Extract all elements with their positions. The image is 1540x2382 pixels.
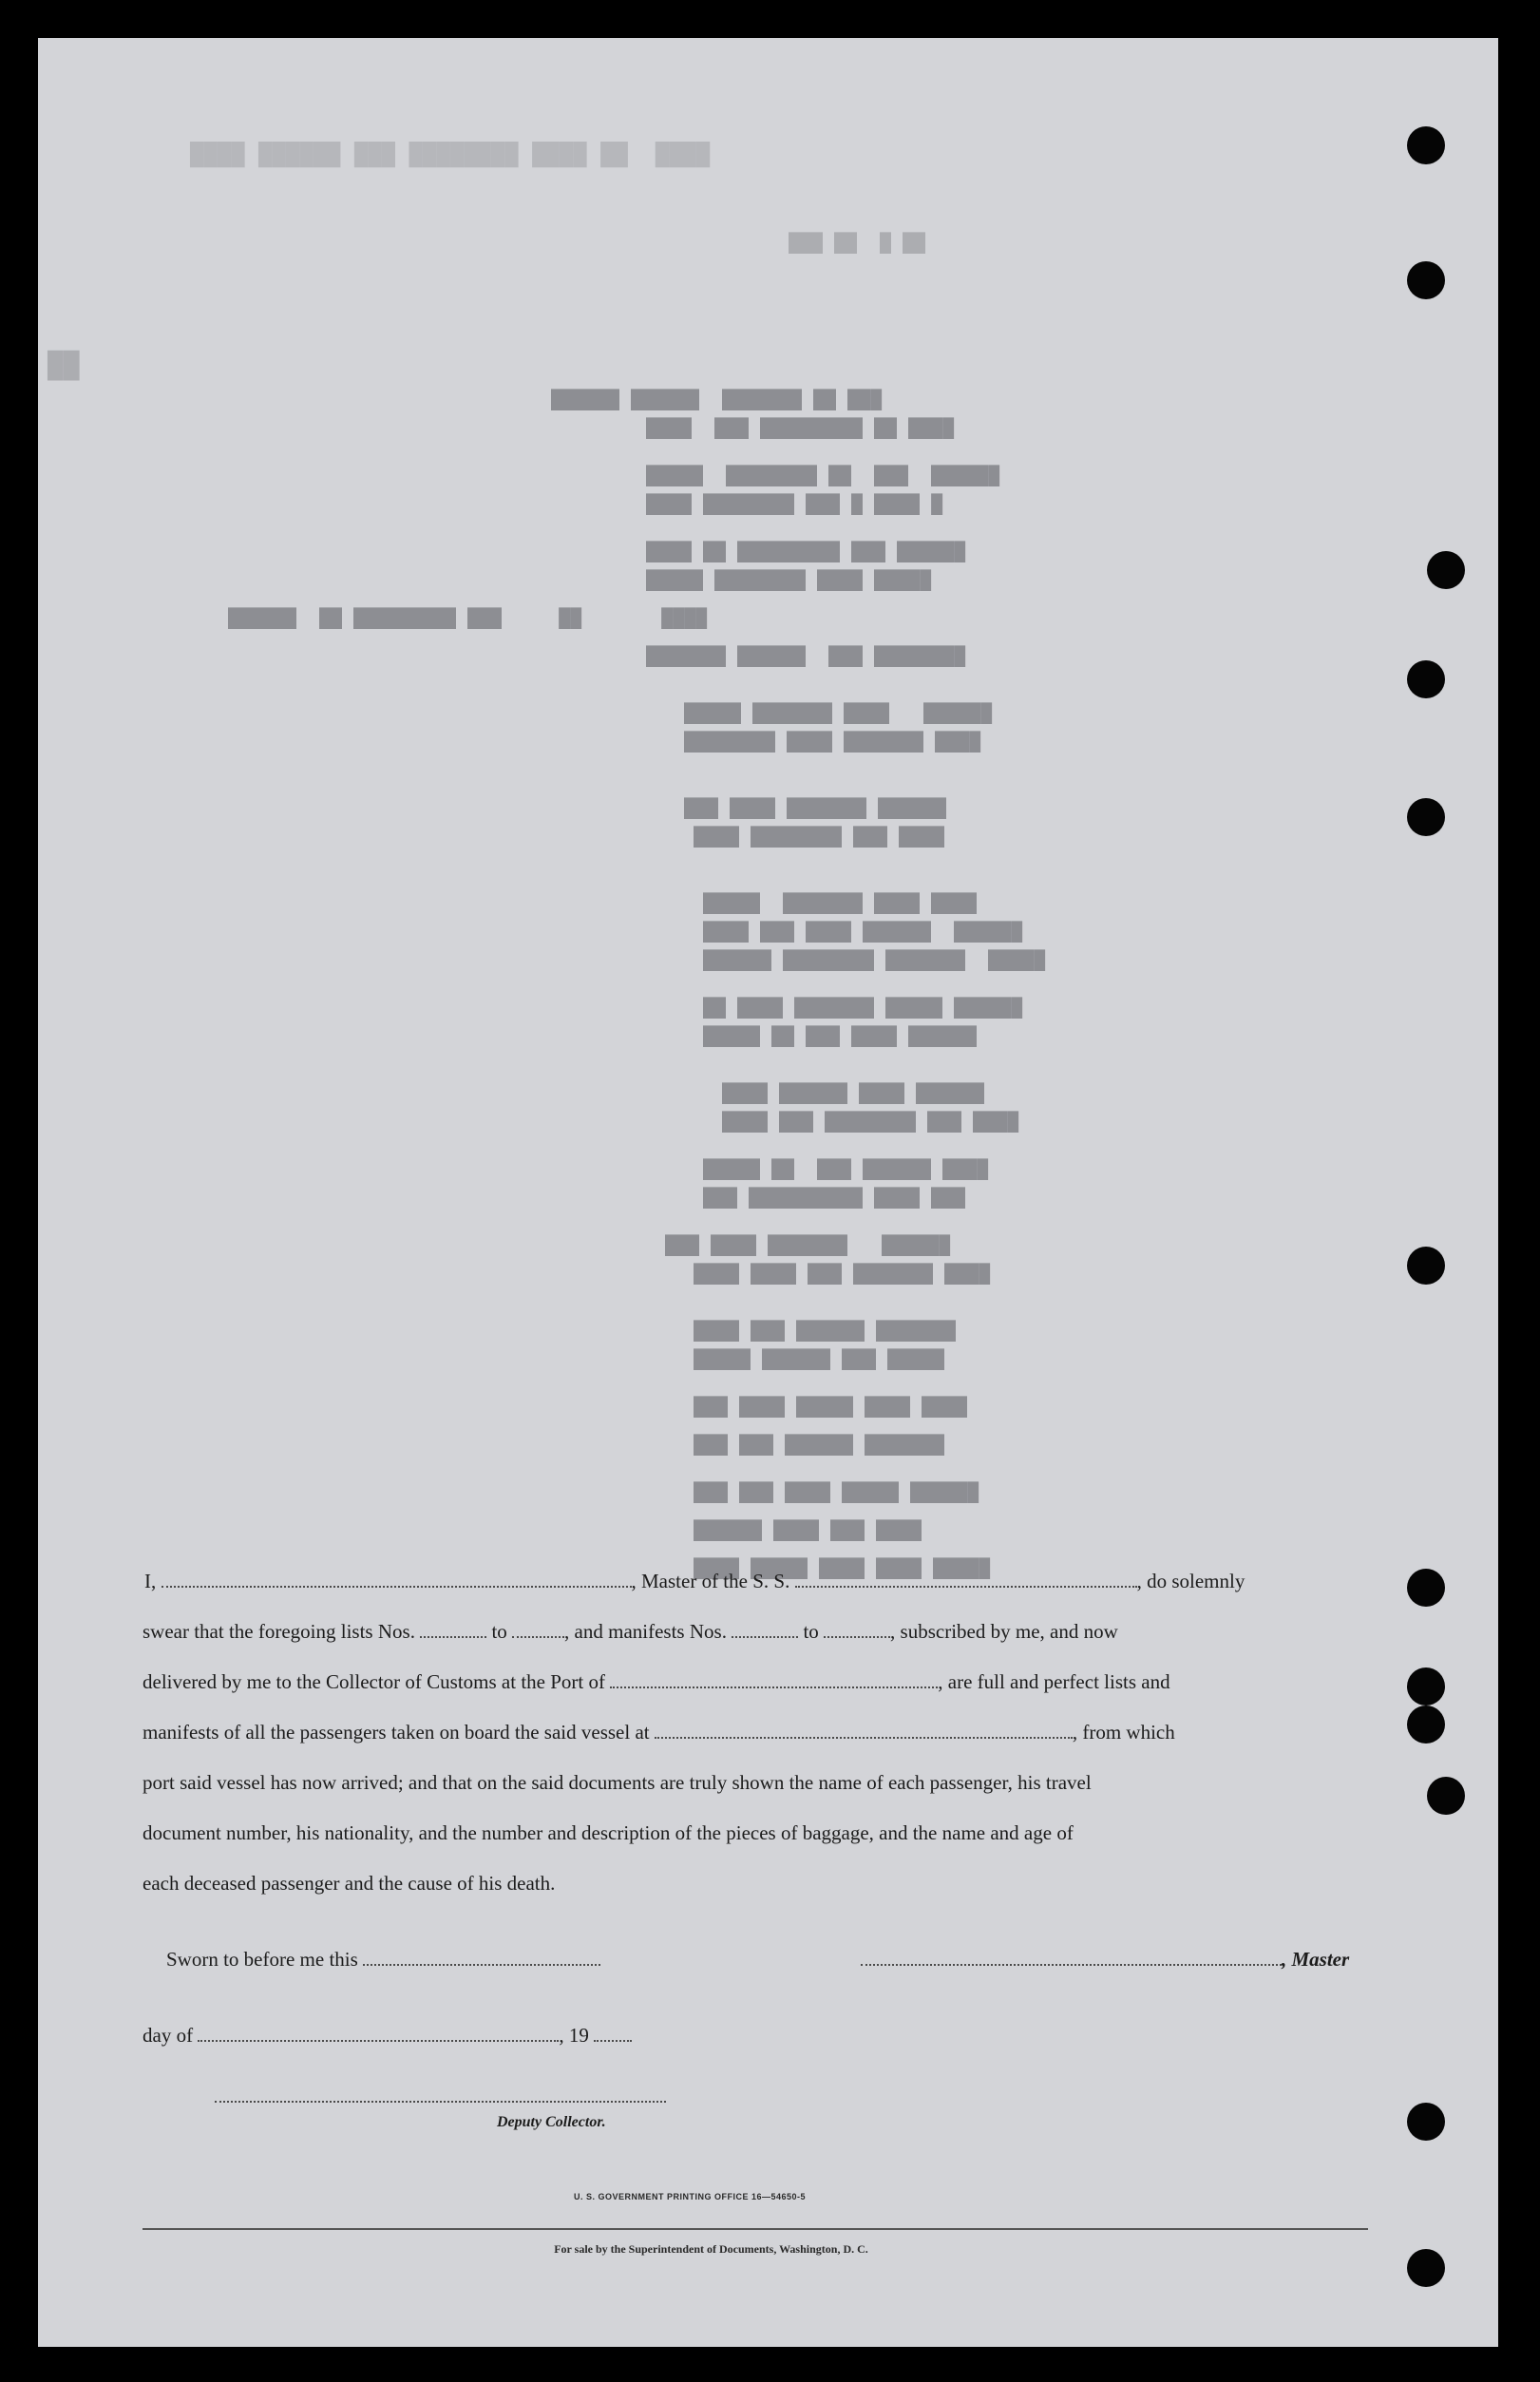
year-field[interactable]: [594, 2027, 632, 2042]
oath-swear: swear that the foregoing lists Nos.: [143, 1620, 415, 1643]
deputy-collector-label: Deputy Collector.: [497, 2114, 606, 2130]
oath-manifests: , and manifests Nos.: [564, 1620, 727, 1643]
oath-line-6: document number, his nationality, and the number and description of the pieces of baggage, and the name and age of: [143, 1821, 1074, 1844]
vessel-name-field[interactable]: [795, 1572, 1137, 1588]
deputy-signature-field[interactable]: [215, 2087, 666, 2103]
year-prefix: , 19: [559, 2024, 589, 2047]
manifest-from-field[interactable]: [732, 1623, 798, 1638]
sworn-label: Sworn to before me this: [166, 1948, 358, 1971]
deputy-signature-line: [215, 2083, 709, 2109]
day-of-label: day of: [143, 2024, 194, 2047]
port-field[interactable]: [610, 1673, 938, 1688]
oath-line-5: port said vessel has now arrived; and that on the said documents are truly shown the name of each passenger, his travel: [143, 1771, 1092, 1794]
oath-line-4: [143, 1719, 1406, 1745]
footer-rule: [143, 2228, 1368, 2230]
oath-line-2: [143, 1618, 1406, 1645]
oath-delivered: delivered by me to the Collector of Customs at the Port of: [143, 1670, 605, 1693]
oath-manifests-all: manifests of all the passengers taken on board the said vessel at: [143, 1721, 650, 1744]
master-oath: [38, 38, 1498, 2347]
departure-port-field[interactable]: [655, 1724, 1073, 1739]
day-of-line: [143, 2022, 1406, 2049]
oath-line-7: each deceased passenger and the cause of his death.: [143, 1872, 556, 1895]
oath-do-solemnly: , do solemnly: [1136, 1570, 1245, 1592]
manifest-to-field[interactable]: [824, 1623, 890, 1638]
master-label: , Master: [1282, 1948, 1350, 1971]
oath-line-3: [143, 1668, 1406, 1695]
oath-to-2: to: [803, 1620, 819, 1643]
oath-to-1: to: [491, 1620, 507, 1643]
oath-i: I,: [144, 1570, 157, 1592]
printing-office-imprint: U. S. GOVERNMENT PRINTING OFFICE 16—54650-5: [574, 2192, 807, 2201]
master-signature-line: [861, 1946, 1350, 1972]
master-signature-field[interactable]: [861, 1951, 1282, 1966]
master-name-field[interactable]: [162, 1572, 632, 1588]
day-of-field[interactable]: [198, 2027, 559, 2042]
list-to-field[interactable]: [512, 1623, 564, 1638]
oath-from-which: , from which: [1072, 1721, 1175, 1744]
for-sale-note: For sale by the Superintendent of Documents, Washington, D. C.: [554, 2242, 868, 2256]
sworn-date-field[interactable]: [363, 1951, 600, 1966]
oath-line-1: [144, 1568, 1408, 1594]
manifest-sheet: ████ ██ ████ ████████ ███ ██████ ████ ██ █ ██ ███ ██ ███ ██ ███████ ██████ ██████ ████ ██ █████████ ███ ████ ██████ ███ ██ ████████ █████ █ ████ █ ███ ████████ ████ ██████ ███ █████████ ██ ████ █████ ████ ████████ █████ ████ ██ ███ █████████ ██ ██████ ████████ ███ ██████ ███████ ██████ ████ ███████ █████ ████ ███████ ████ ████████ ██████ ███████ ████ ███ ████ ███ ████████ ████ ████ ████ ███████ █████ ██████ ██████ ████ ███ ████ █████ ███████ ████████ ██████ ██████ █████ ███████ ████ ██ ██████ ████ ███ ██ █████ ██████ ████ ██████ ████ ████ ███ ████████ ███ ████ ████ ██████ ███ ██ █████ ███ ████ ██████████ ███ ██████ ███████ ████ ███ ████ ███████ ███ ████ ████ ███████ ██████ ███ ████ █████ ███ ██████ █████ ████ ████ █████ ████ ███ ███████ ██████ ███ ███ ██████ █████ ████ ███ ███ ████ ███ ████ ██████ █████ ████ ████ █████ ████ I, , Master of the S. S. , do solemnly swear that the foregoing lists Nos. to , and manifests Nos. to , subscribed by me, and now delivered by me to the Collector of Customs at the Port of , are full and perfect lists and manifests of all the passengers taken on board the said vessel at , from which port said vessel has now arrived; and that on the said documents are truly shown the name of each passenger, his travel document number, his nationality, and the number and description of the pieces of baggage, and the name and age of each deceased passenger and the cause of his death. Sworn to before me this , Master day of , 19 Deputy Collector. U. S. GOVERNMENT PRINTING OFFICE 16—54650-5 For sale by the Superintendent of Documents, Washington, D. C.: [38, 38, 1498, 2347]
oath-subscribed: , subscribed by me, and now: [890, 1620, 1118, 1643]
oath-full-perfect: , are full and perfect lists and: [938, 1670, 1170, 1693]
list-from-field[interactable]: [420, 1623, 486, 1638]
oath-master-of-ss: , Master of the S. S.: [631, 1570, 790, 1592]
